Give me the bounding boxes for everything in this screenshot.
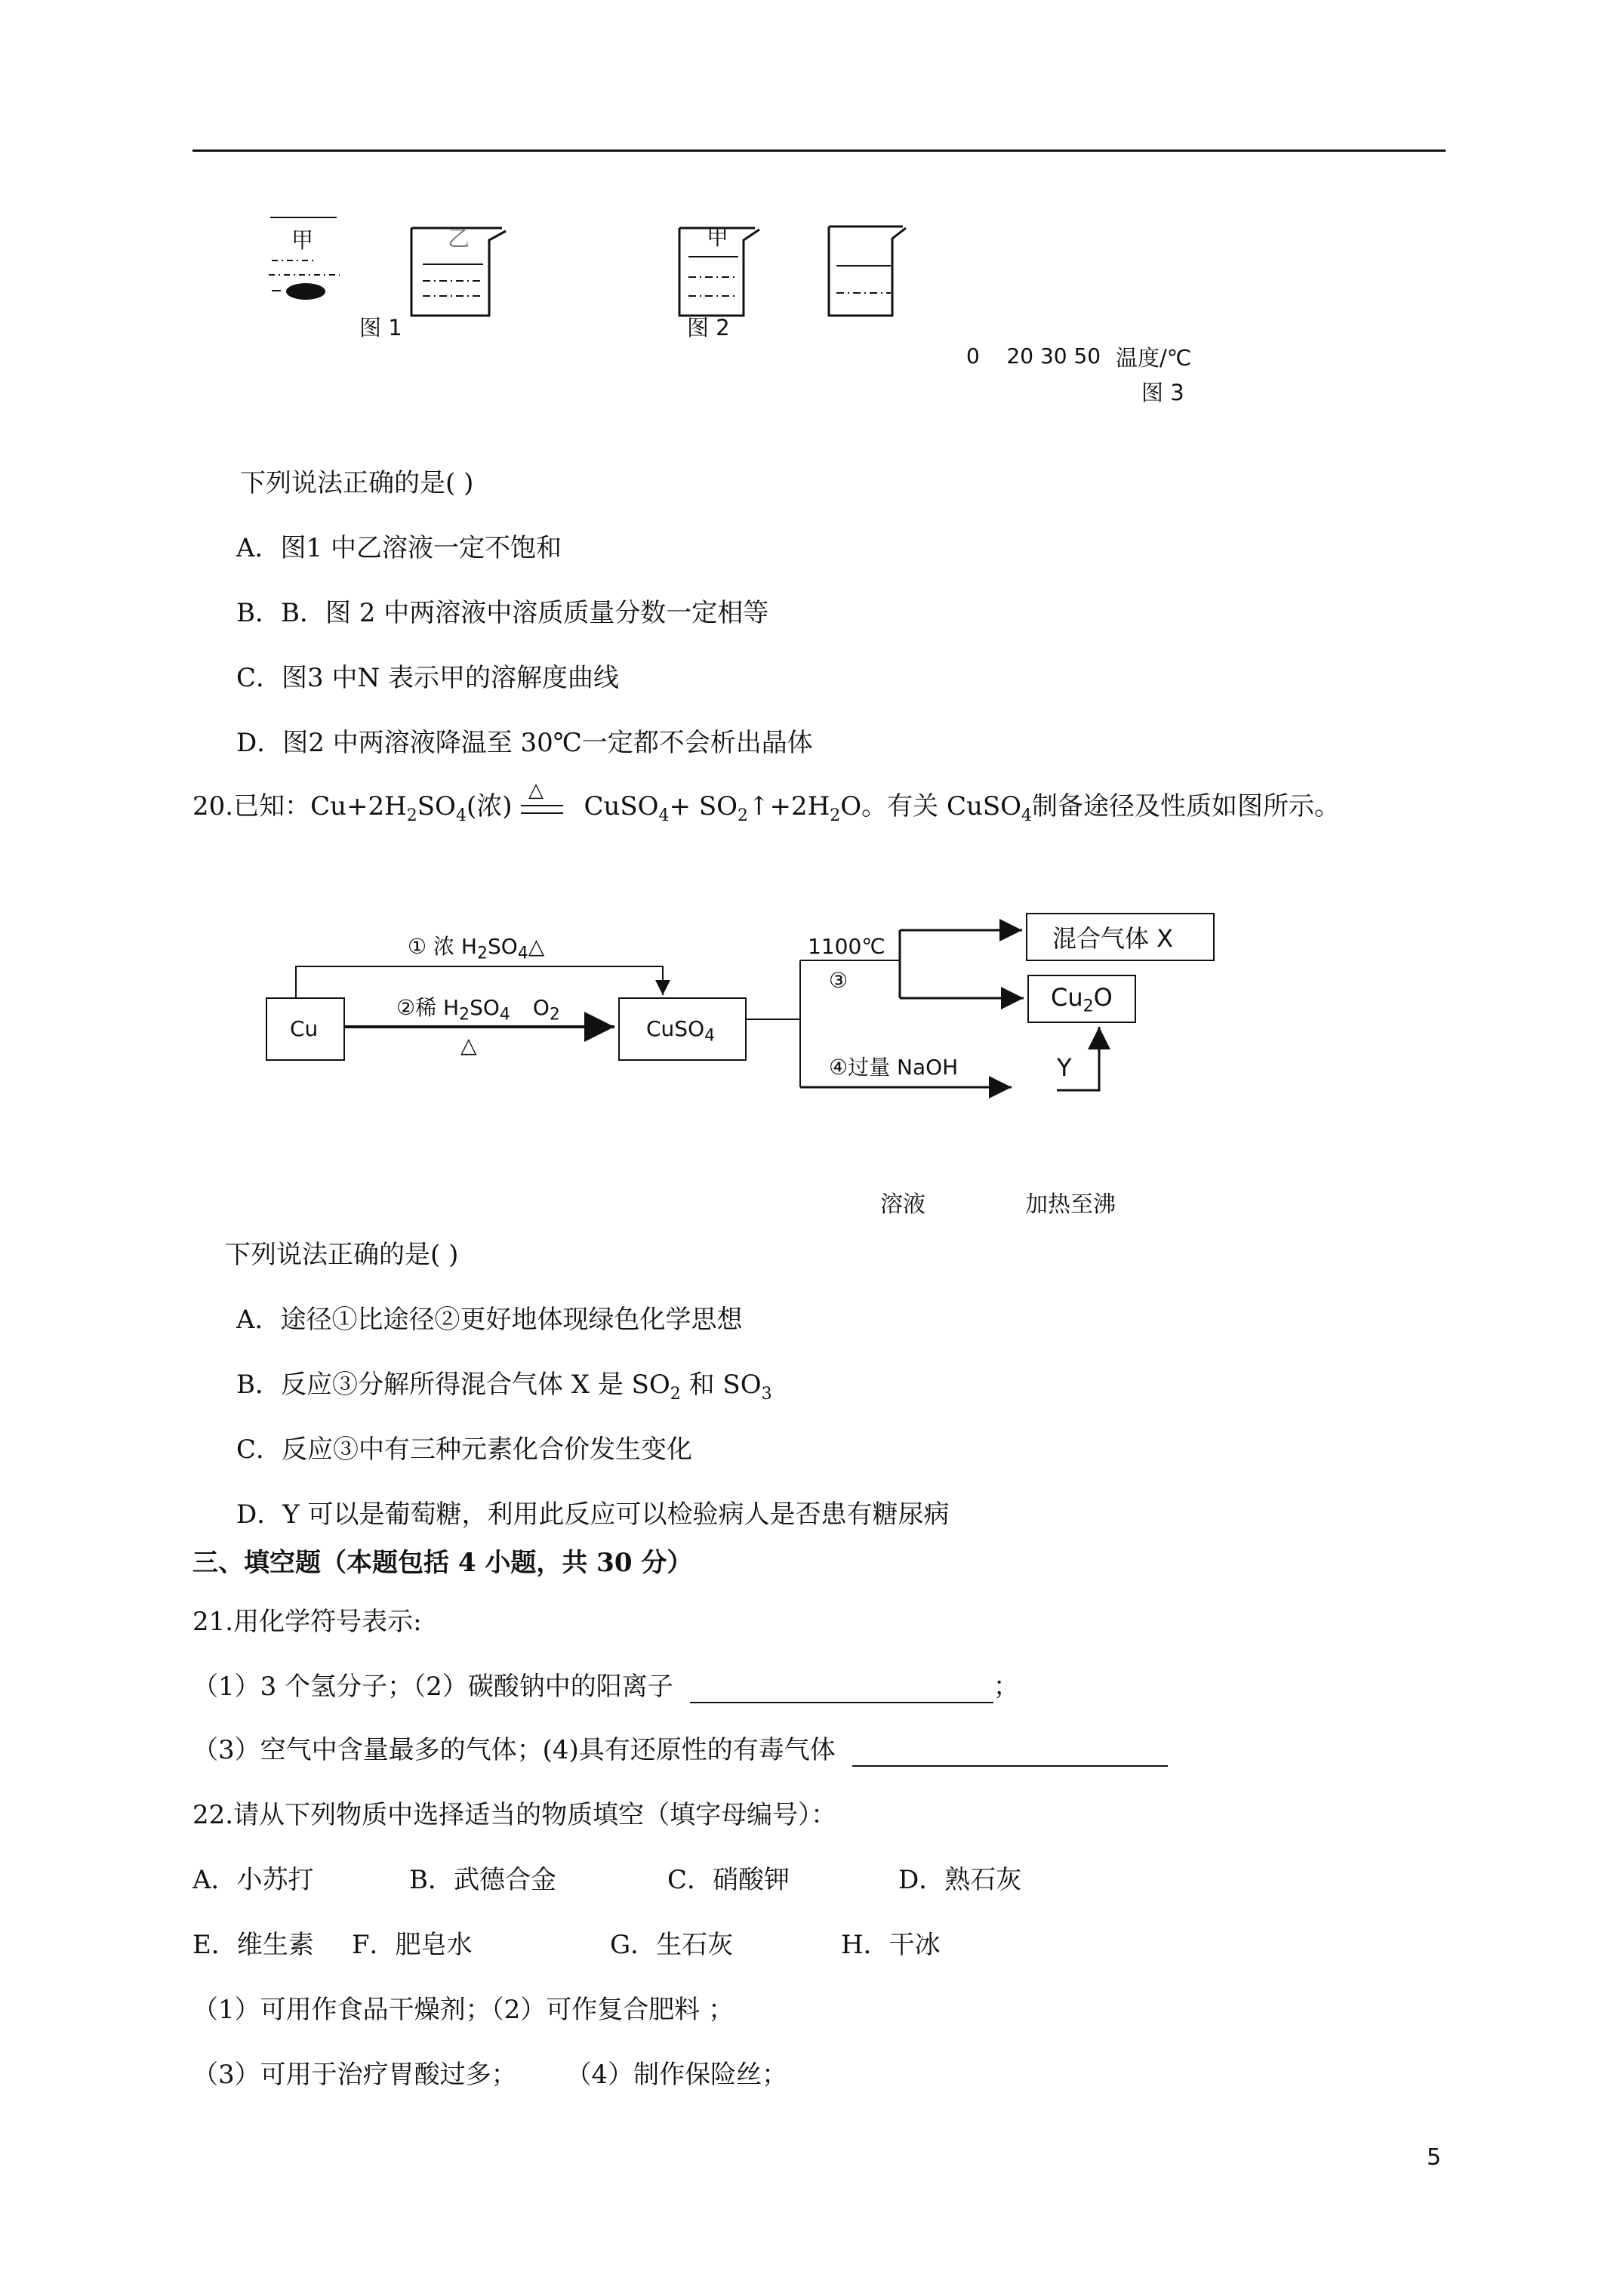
q21-line2: （3）空气中含量最多的气体；(4)具有还原性的有毒气体 <box>192 1734 1168 1767</box>
q19-stem: 下列说法正确的是( ) <box>240 468 474 498</box>
q19-option-d: D．图2 中两溶液降温至 30℃一定都不会析出晶体 <box>236 728 813 758</box>
q21-answer-blank-2[interactable] <box>852 1738 1168 1767</box>
q21-stem: 21.用化学符号表示: <box>192 1607 422 1637</box>
flow-step3: ③ <box>829 968 848 993</box>
q20-option-d: D．Y 可以是葡萄糖，利用此反应可以检验病人是否患有糖尿病 <box>236 1499 950 1530</box>
label-jia-right: 甲 <box>707 224 729 250</box>
flow-below-solution: 溶液 <box>880 1191 925 1218</box>
q20-stem: 下列说法正确的是( ) <box>225 1240 459 1270</box>
flow-route2-heat: △ <box>460 1033 477 1058</box>
fig1-caption: 图 1 <box>359 315 402 341</box>
flow-cu2o: $Cu_2O$ <box>1051 983 1113 1016</box>
fig2-caption: 图 2 <box>687 315 730 341</box>
fig3-axis-unit: 温度/℃ <box>1116 345 1192 371</box>
q20-option-a: A．途径①比途径②更好地体现绿色化学思想 <box>236 1305 743 1335</box>
q20-intro: 20.已知：$Cu+2H_2SO_4$(浓) CuSO$_4$+ $SO_2↑+2H_2O$。有关 CuSO$_4$制备途径及性质如图所示。 <box>192 791 1341 825</box>
q22-choice-c: C．硝酸钾 <box>667 1865 790 1895</box>
flow-gas-x: 混合气体 X <box>1052 924 1174 953</box>
flow-cu-box-label: Cu <box>290 1016 319 1041</box>
flow-step4: ④过量 NaOH <box>829 1055 959 1080</box>
label-yi: 乙 <box>448 226 470 251</box>
heat-condition-mark: △ <box>528 779 544 802</box>
q22-choice-d: D．熟石灰 <box>898 1865 1022 1895</box>
fig3-caption: 图 3 <box>1141 380 1184 405</box>
q22-line2: （3）可用于治疗胃酸过多； （4）制作保险丝； <box>192 2060 788 2090</box>
flow-cuso4-box-label: CuSO$_4$ <box>646 1016 716 1046</box>
q21-answer-blank-1[interactable] <box>690 1675 993 1703</box>
q22-choice-h: H．干冰 <box>841 1930 941 1960</box>
fig3-axis-ticks: 0 20 30 50 <box>966 344 1101 368</box>
q20-option-b: B．反应③分解所得混合气体 X 是 $SO_2$ 和 $SO_3$ <box>236 1370 772 1404</box>
q21-line1: （1）3 个氢分子；（2）碳酸钠中的阳离子 ； <box>192 1672 1019 1702</box>
flow-route2-label: ②稀 $H_2SO_4$ $O_2$ <box>396 995 560 1025</box>
q22-choice-e: E．维生素 <box>192 1930 314 1960</box>
q19-option-b: B．B．图 2 中两溶液中溶质质量分数一定相等 <box>236 598 769 628</box>
flow-temperature: 1100℃ <box>808 934 885 959</box>
label-jia-left: 甲 <box>291 227 314 253</box>
q19-option-a: A．图1 中乙溶液一定不饱和 <box>236 533 562 563</box>
page-number: 5 <box>1427 2144 1442 2171</box>
q22-stem: 22.请从下列物质中选择适当的物质填空（填字母编号）： <box>192 1800 837 1830</box>
q22-choice-f: F．肥皂水 <box>352 1930 473 1960</box>
q22-choice-g: G．生石灰 <box>610 1930 734 1960</box>
section3-title: 三、填空题（本题包括 4 小题，共 30 分） <box>192 1548 693 1578</box>
flow-route1-label: ① 浓 $H_2SO_4\triangle$ <box>408 934 545 963</box>
q20-option-c: C．反应③中有三种元素化合价发生变化 <box>236 1435 693 1465</box>
flow-y: Y <box>1057 1053 1072 1082</box>
flow-below-heat: 加热至沸 <box>1025 1191 1116 1218</box>
q22-choice-a: A．小苏打 <box>192 1865 314 1895</box>
q19-option-c: C．图3 中N 表示甲的溶解度曲线 <box>236 663 620 693</box>
q22-choice-b: B．武德合金 <box>409 1865 556 1895</box>
q22-line1: （1）可用作食品干燥剂；（2）可作复合肥料 ； <box>192 1995 735 2025</box>
